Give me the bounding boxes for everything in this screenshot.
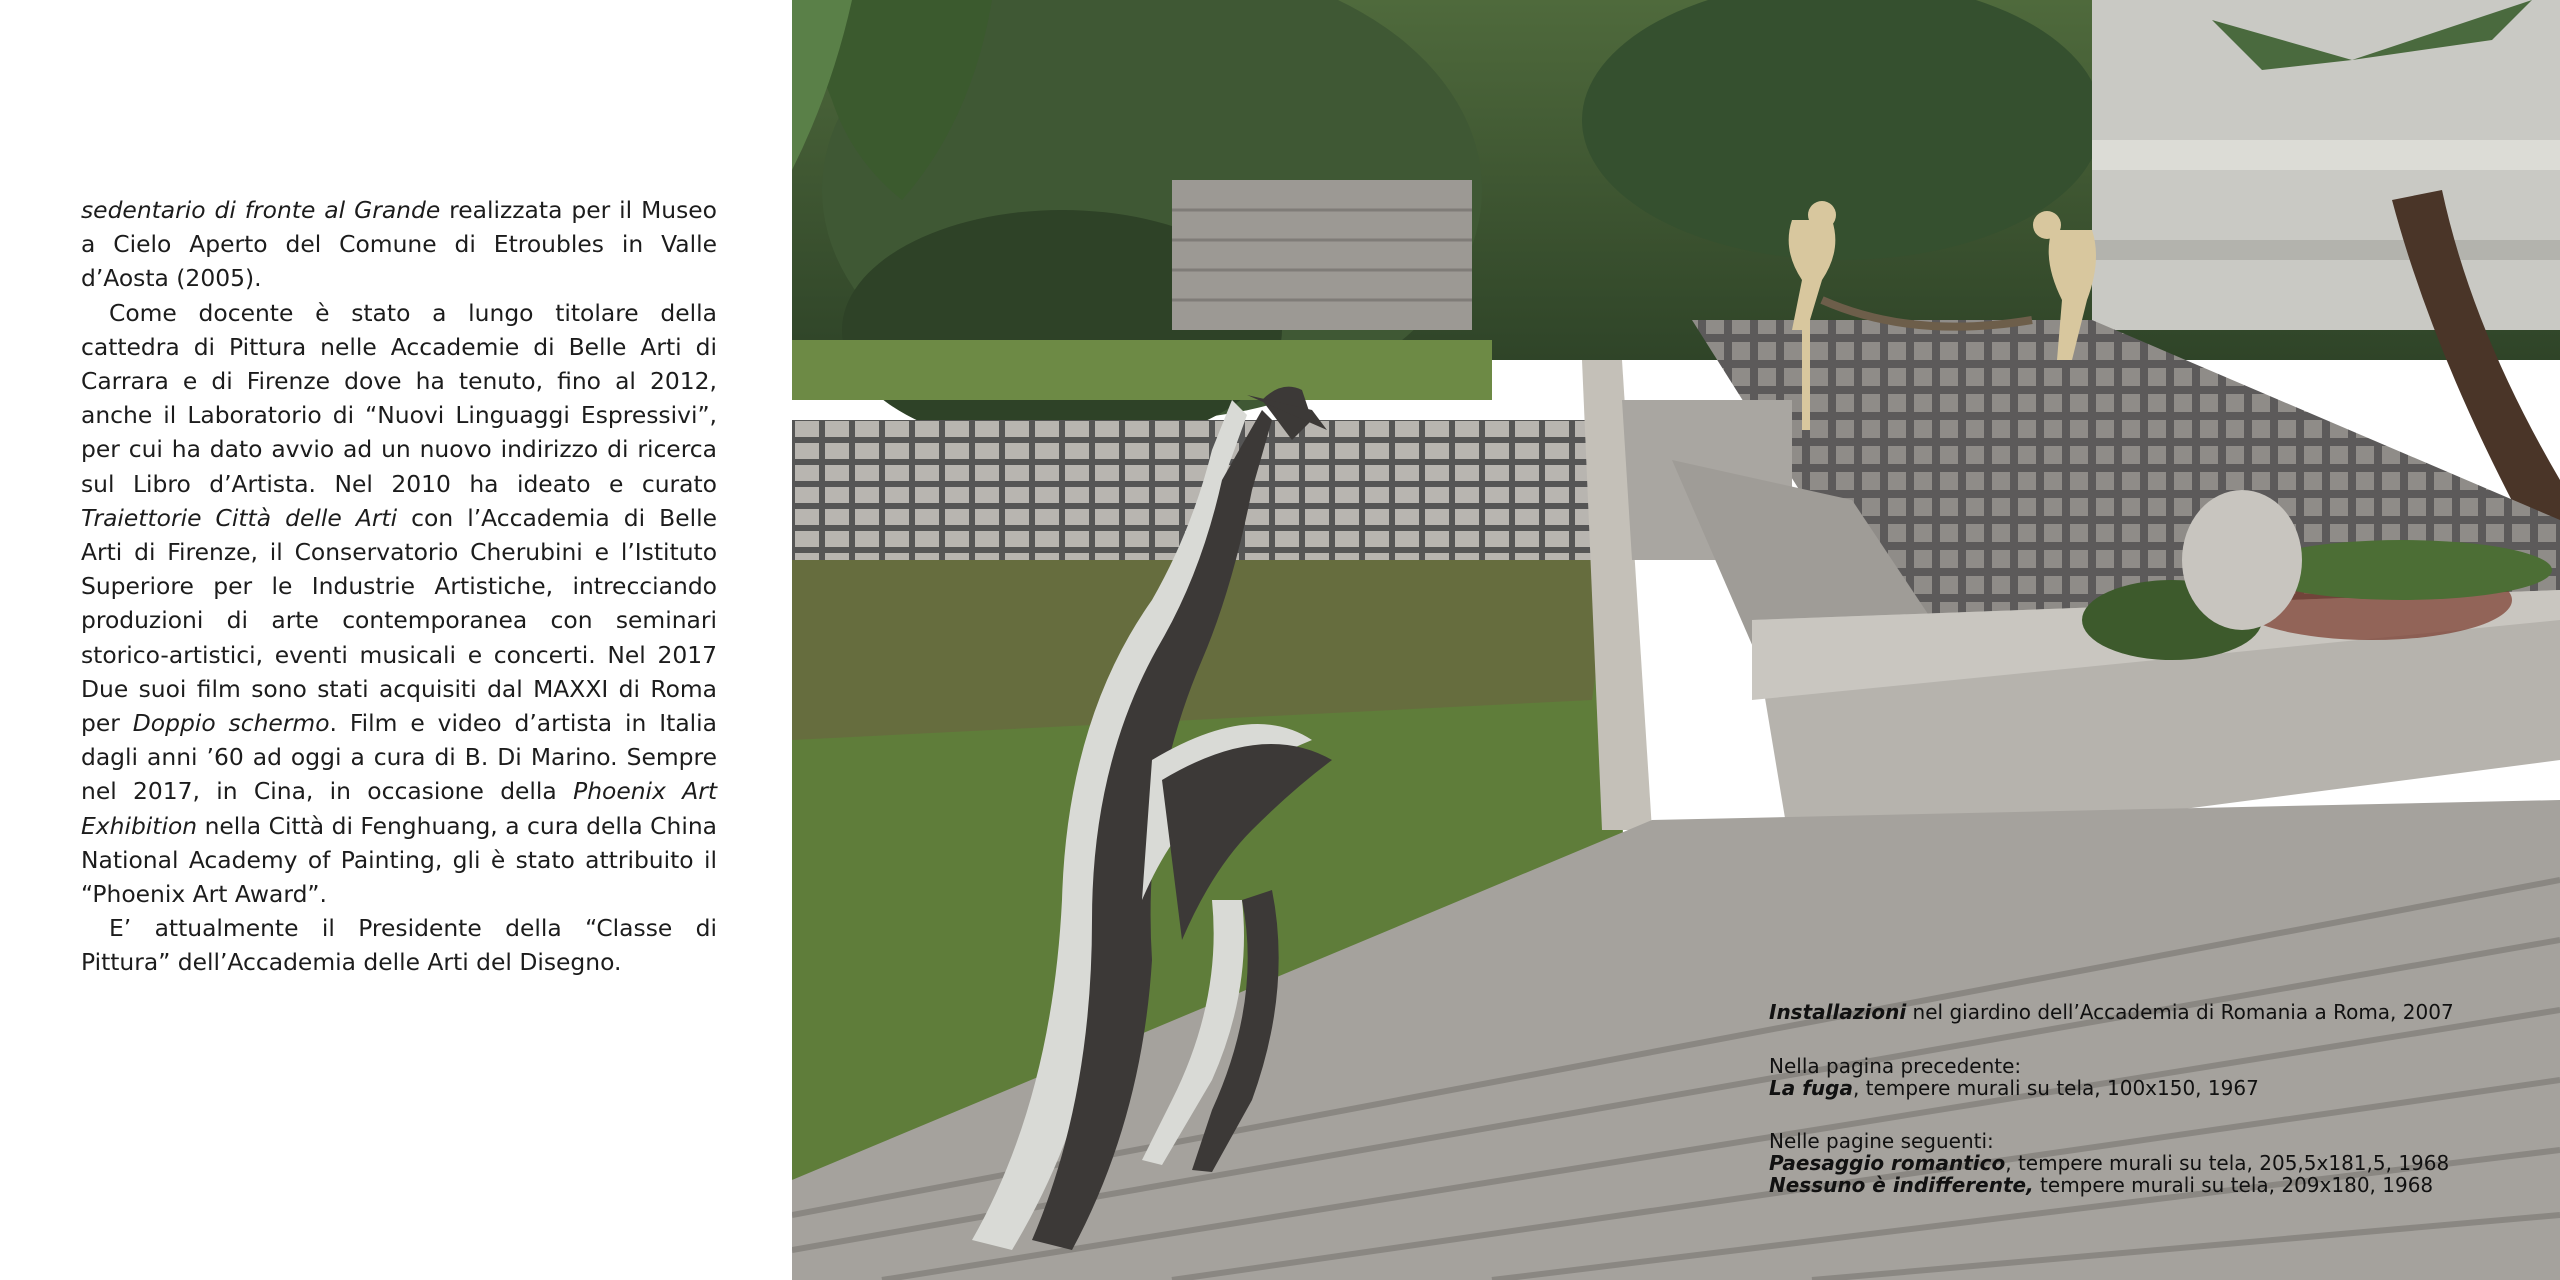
paragraph-2-text-a: Come docente è stato a lungo titolare della cattedra di Pittura nelle Accademie di Belle Arti di Carrara e di Firenze dove ha tenuto, fino al 2012, anche il Laboratorio di “Nuovi Linguaggi Espressivi”, per cui ha dato avvio ad un nuovo indirizzo di ricerca sul Libro d’Artista. Nel 2010 ha ideato e curato <box>81 298 717 498</box>
caption-1-text: nel giardino dell’Accademia di Romania a Roma, 2007 <box>1906 1000 2454 1024</box>
italic-title-sedentario: sedentario di fronte al Grande <box>81 196 441 224</box>
paragraph-2-text-c: . Film e video d’artista in Italia dagli anni ’60 ad oggi a cura di B. Di Marino. Sempre nel 2017, in Cina, in occasione della <box>81 709 717 806</box>
caption-3-text-2: tempere murali su tela, 209x180, 1968 <box>2033 1173 2434 1197</box>
paragraph-2-text-d: nella Città di Fenghuang, a cura della China National Academy of Painting, gli è stato attribuito il “Phoenix Art Award”. <box>81 811 717 909</box>
italic-title-traiettorie: Traiettorie Città delle Arti <box>81 503 398 532</box>
paragraph-1-text: realizzata per il Museo a Cielo Aperto del Comune di Etroubles in Valle d’Aosta (2005). <box>81 196 717 293</box>
paragraph-2-text-b: con l’Accademia di Belle Arti di Firenze, il Conservatorio Cherubini e l’Istituto Superiore per le Industrie Artistiche, intrecciando produzioni di arte contemporanea con seminari storico-artistici, eventi musicali e concerti. Nel 2017 Due suoi film sono stati acquisiti dal MAXXI di Roma per <box>81 503 717 738</box>
caption-3-bold-1: Paesaggio romantico <box>1769 1151 2006 1175</box>
caption-installations <box>1769 1001 2469 1023</box>
italic-title-doppio-schermo: Doppio schermo <box>132 709 330 738</box>
paragraph-1 <box>81 193 717 296</box>
left-page <box>0 0 792 1280</box>
caption-previous-page <box>1769 1055 2469 1099</box>
caption-3-bold-2: Nessuno è indifferente, <box>1769 1173 2034 1197</box>
caption-3-heading: Nelle pagine seguenti: <box>1769 1129 1994 1153</box>
paragraph-2 <box>81 296 717 912</box>
italic-title-phoenix: Phoenix Art Exhibition <box>81 777 717 840</box>
caption-2-heading: Nella pagina precedente: <box>1769 1054 2022 1078</box>
caption-1-bold: Installazioni <box>1769 1000 1907 1024</box>
caption-2-text: , tempere murali su tela, 100x150, 1967 <box>1852 1076 2259 1100</box>
paragraph-3: E’ attualmente il Presidente della “Classe di Pittura” dell’Accademia delle Arti del Disegno. <box>81 914 717 977</box>
biography-text <box>81 193 717 980</box>
caption-2-line <box>1769 1077 2469 1099</box>
caption-following-pages <box>1769 1130 2469 1196</box>
caption-2-bold: La fuga <box>1769 1076 1853 1100</box>
caption-3-line-1 <box>1769 1152 2469 1174</box>
caption-3-line-2 <box>1769 1174 2469 1196</box>
caption-3-text-1: , tempere murali su tela, 205,5x181,5, 1968 <box>2005 1151 2450 1175</box>
